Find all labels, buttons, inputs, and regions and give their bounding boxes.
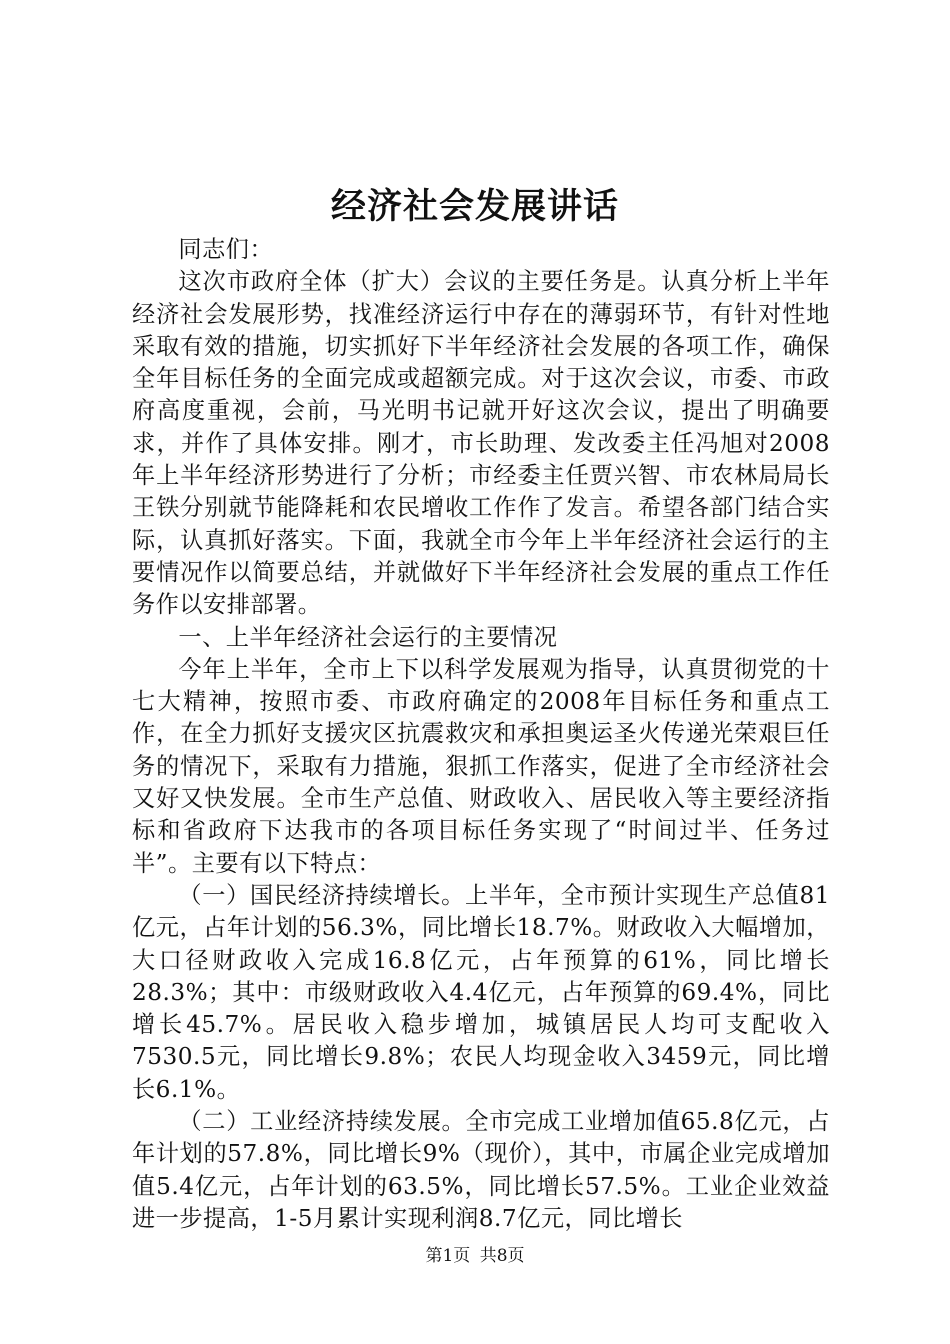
page-total: 共8页	[479, 1246, 525, 1266]
document-body	[132, 234, 830, 1235]
paragraph: 今年上半年，全市上下以科学发展观为指导，认真贯彻党的十七大精神，按照市委、市政府确定的2008年目标任务和重点工作，在全力抓好支援灾区抗震救灾和承担奥运圣火传递光荣艰巨任务的情况下，采取有力措施，狠抓工作落实，促进了全市经济社会又好又快发展。全市生产总值、财政收入、居民收入等主要经济指标和省政府下达我市的各项目标任务实现了“时间过半、任务过半”。主要有以下特点：	[132, 655, 830, 877]
salutation: 同志们：	[178, 236, 274, 263]
page-footer	[0, 1244, 950, 1268]
paragraph: （二）工业经济持续发展。全市完成工业增加值65.8亿元，占年计划的57.8%，同比增长9%（现价），其中，市属企业完成增加值5.4亿元，占年计划的63.5%，同比增长57.5%。工业企业效益进一步提高，1-5月累计实现利润8.7亿元，同比增长	[132, 1108, 830, 1232]
page-number: 第1页	[425, 1246, 471, 1266]
paragraph: （一）国民经济持续增长。上半年，全市预计实现生产总值81亿元，占年计划的56.3%，同比增长18.7%。财政收入大幅增加，大口径财政收入完成16.8亿元，占年预算的61%，同比增长28.3%；其中：市级财政收入4.4亿元，占年预算的69.4%，同比增长45.7%。居民收入稳步增加，城镇居民人均可支配收入7530.5元，同比增长9.8%；农民人均现金收入3459元，同比增长6.1%。	[132, 881, 830, 1103]
paragraph: 这次市政府全体（扩大）会议的主要任务是。认真分析上半年经济社会发展形势，找准经济运行中存在的薄弱环节，有针对性地采取有效的措施，切实抓好下半年经济社会发展的各项工作，确保全年目标任务的全面完成或超额完成。对于这次会议，市委、市政府高度重视，会前，马光明书记就开好这次会议，提出了明确要求，并作了具体安排。刚才，市长助理、发改委主任冯旭对2008年上半年经济形势进行了分析；市经委主任贾兴智、市农林局局长王铁分别就节能降耗和农民增收工作作了发言。希望各部门结合实际，认真抓好落实。下面，我就全市今年上半年经济社会运行的主要情况作以简要总结，并就做好下半年经济社会发展的重点工作任务作以安排部署。	[132, 268, 830, 619]
document-title: 经济社会发展讲话	[330, 186, 619, 227]
section-heading: 一、上半年经济社会运行的主要情况	[178, 623, 558, 651]
